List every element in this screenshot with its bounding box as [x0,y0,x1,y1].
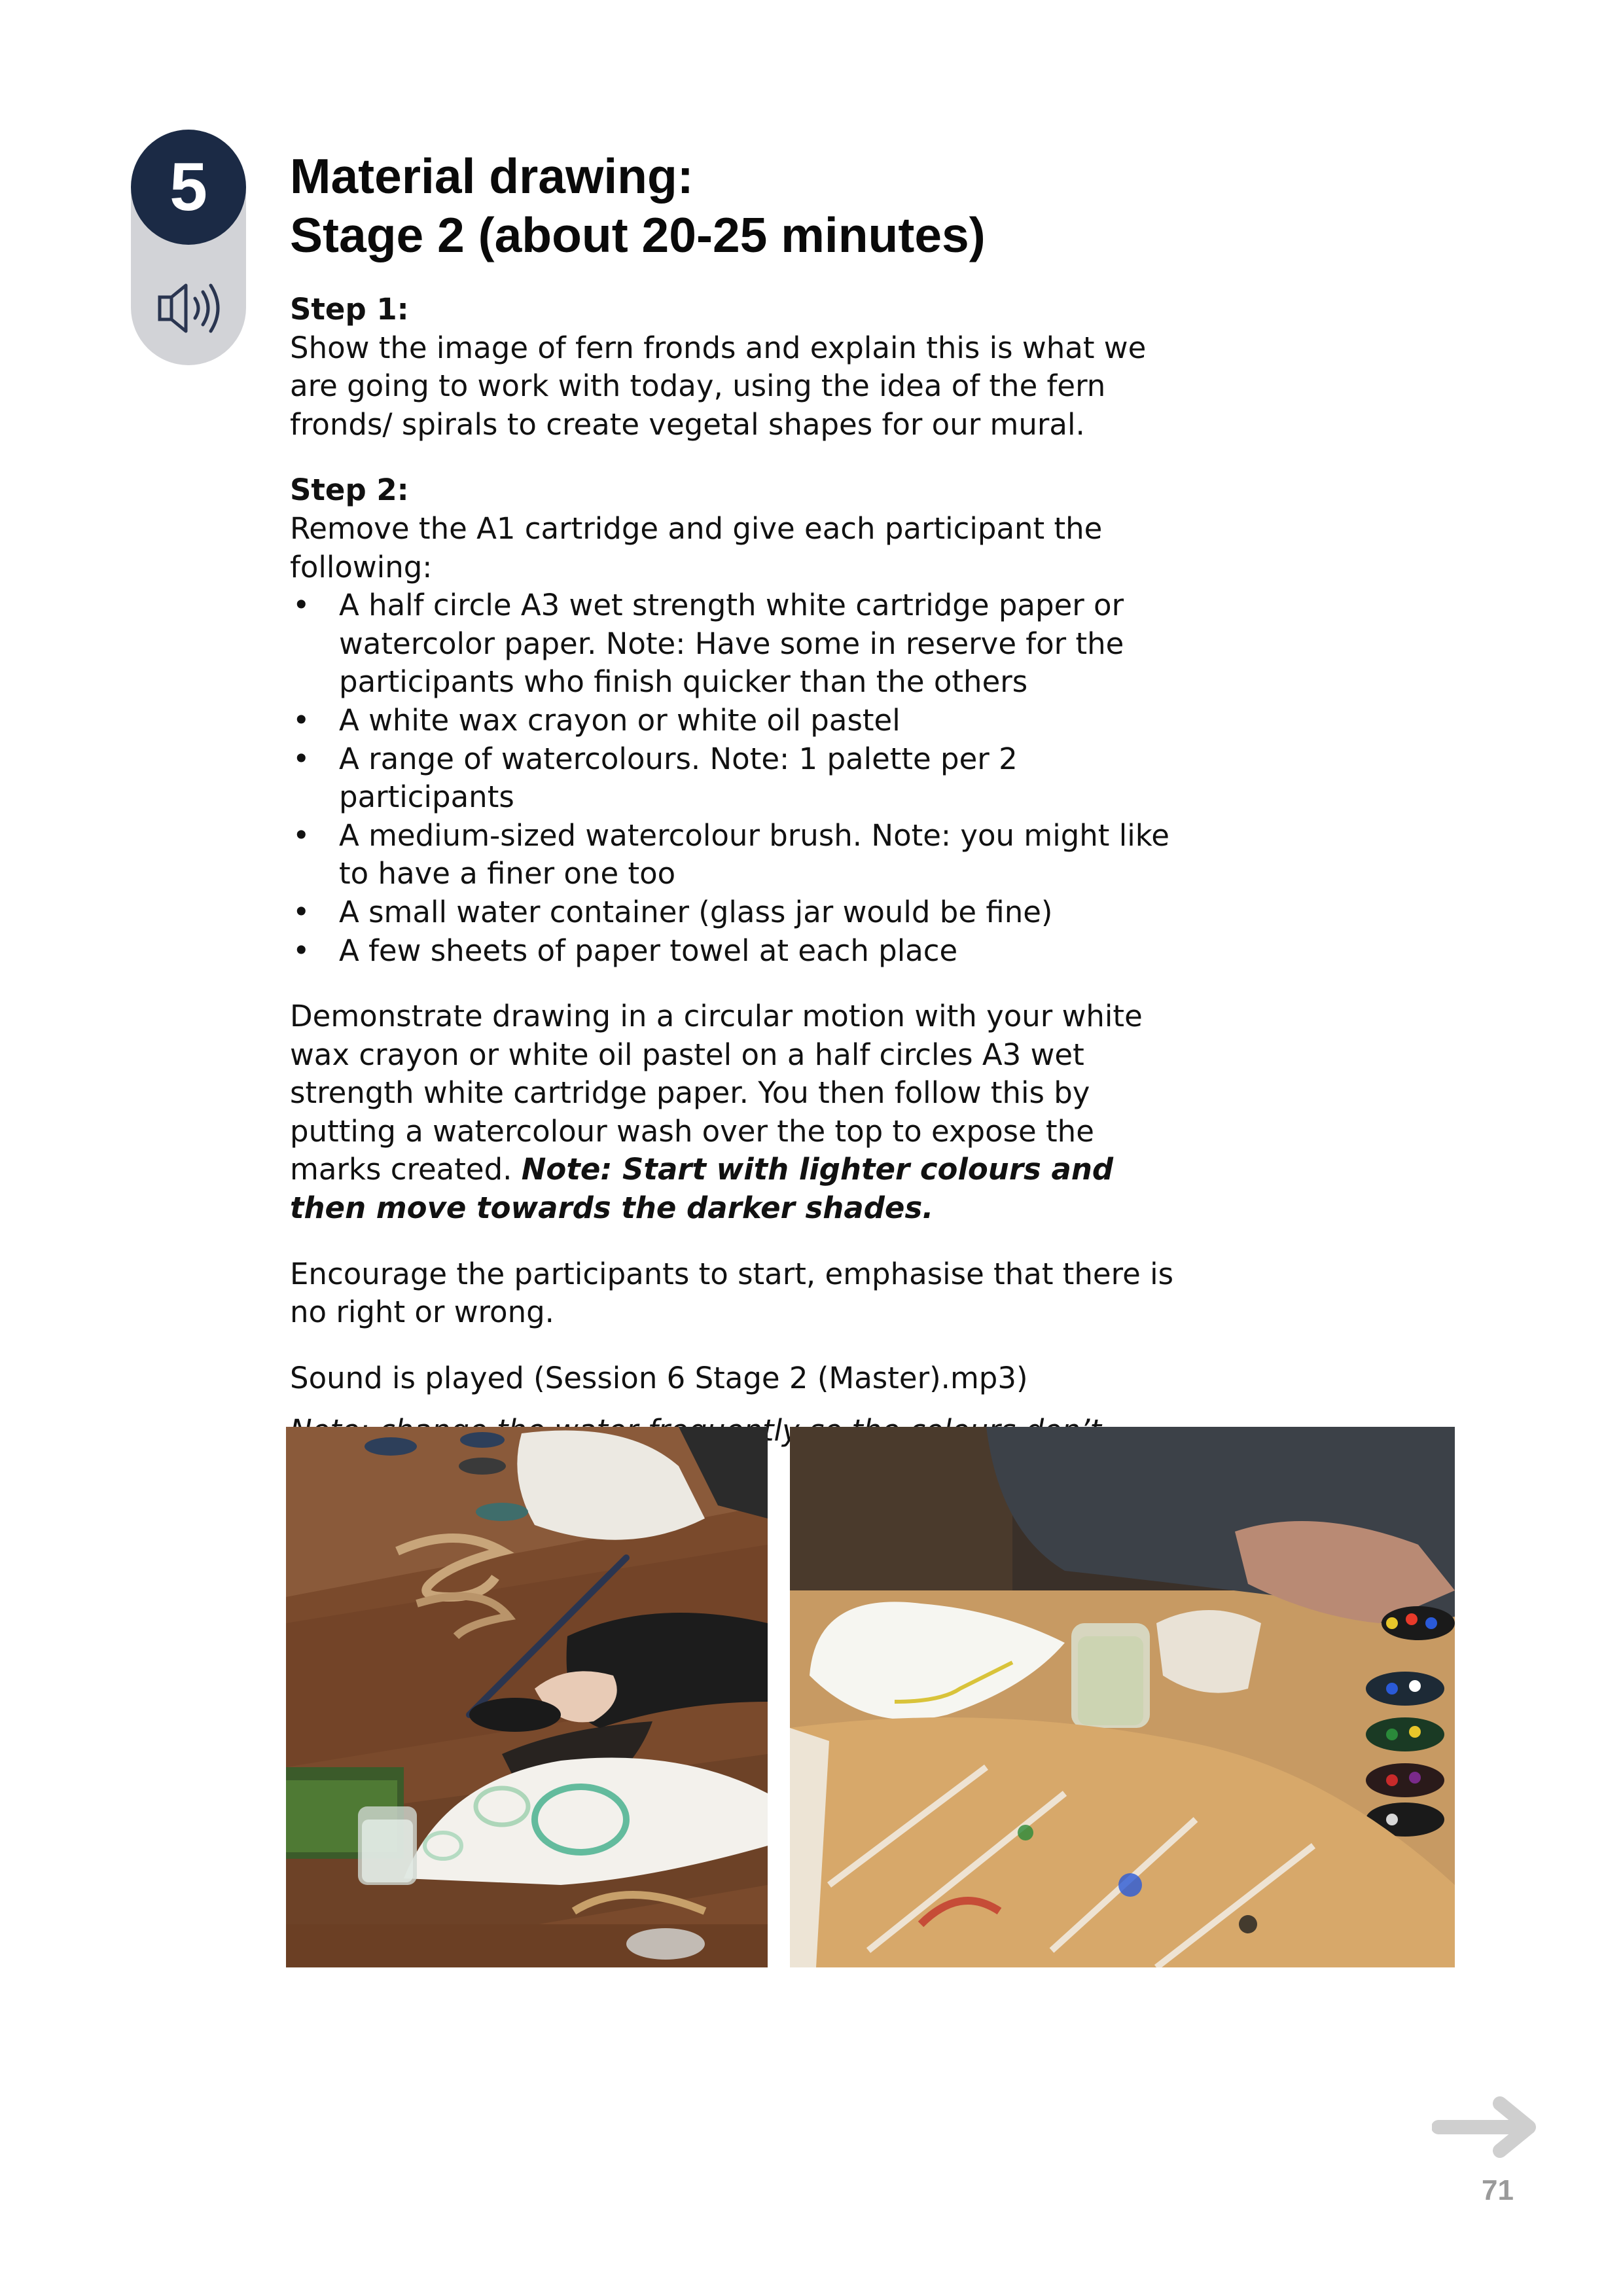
list-item: • A small water container (glass jar would be fine) [290,893,1180,932]
step2-label: Step 2: [290,473,409,508]
demonstrate-note: Note: Start with lighter colours and then move towards the darker shades. [290,1152,1114,1226]
materials-list [290,586,1180,970]
section-badge [131,130,246,365]
sound-text: Sound is played (Session 6 Stage 2 (Master).mp3) [290,1360,1028,1395]
list-item: • A white wax crayon or white oil pastel [290,702,1180,740]
sound-paragraph [290,1359,1180,1398]
page-title-line1: Material drawing: [290,149,694,204]
demonstrate-text: Demonstrate drawing in a circular motion with your white wax crayon or white oil pastel on a half circles A3 wet strength white cartridge paper. You then follow this by putting a watercolour wash over the top to expose the marks created. [290,999,1143,1187]
photo-image [286,1427,768,1967]
step1-label: Step 1: [290,292,409,327]
step2-intro: Remove the A1 cartridge and give each participant the following: [290,511,1103,584]
page-title-line2: Stage 2 (about 20-25 minutes) [290,207,986,262]
encourage-paragraph [290,1255,1180,1332]
photo-image [790,1427,1455,1967]
photo-participant-painting [790,1427,1455,1967]
arrow-right-icon[interactable] [1432,2094,1542,2160]
section-number: 5 [131,130,246,245]
speaker-icon[interactable] [154,279,223,338]
step2-block [290,471,1180,970]
photo-painting-spirals [286,1427,768,1967]
list-item: • A medium-sized watercolour brush. Note: you might like to have a finer one too [290,817,1180,893]
step1-block [290,291,1180,444]
main-content [290,147,1180,1489]
encourage-text: Encourage the participants to start, emphasise that there is no right or wrong. [290,1256,1174,1330]
page-number: 71 [1482,2174,1514,2206]
list-item: • A few sheets of paper towel at each place [290,932,1180,971]
list-item: • A half circle A3 wet strength white cartridge paper or watercolor paper. Note: Have some in reserve for the participants who finish quicker than the others [290,586,1180,702]
step1-text: Show the image of fern fronds and explain this is what we are going to work with today, using the idea of the fern fronds/ spirals to create vegetal shapes for our mural. [290,330,1147,442]
demonstrate-paragraph [290,997,1180,1228]
page-title [290,147,1180,264]
list-item: • A range of watercolours. Note: 1 palette per 2 participants [290,740,1180,817]
